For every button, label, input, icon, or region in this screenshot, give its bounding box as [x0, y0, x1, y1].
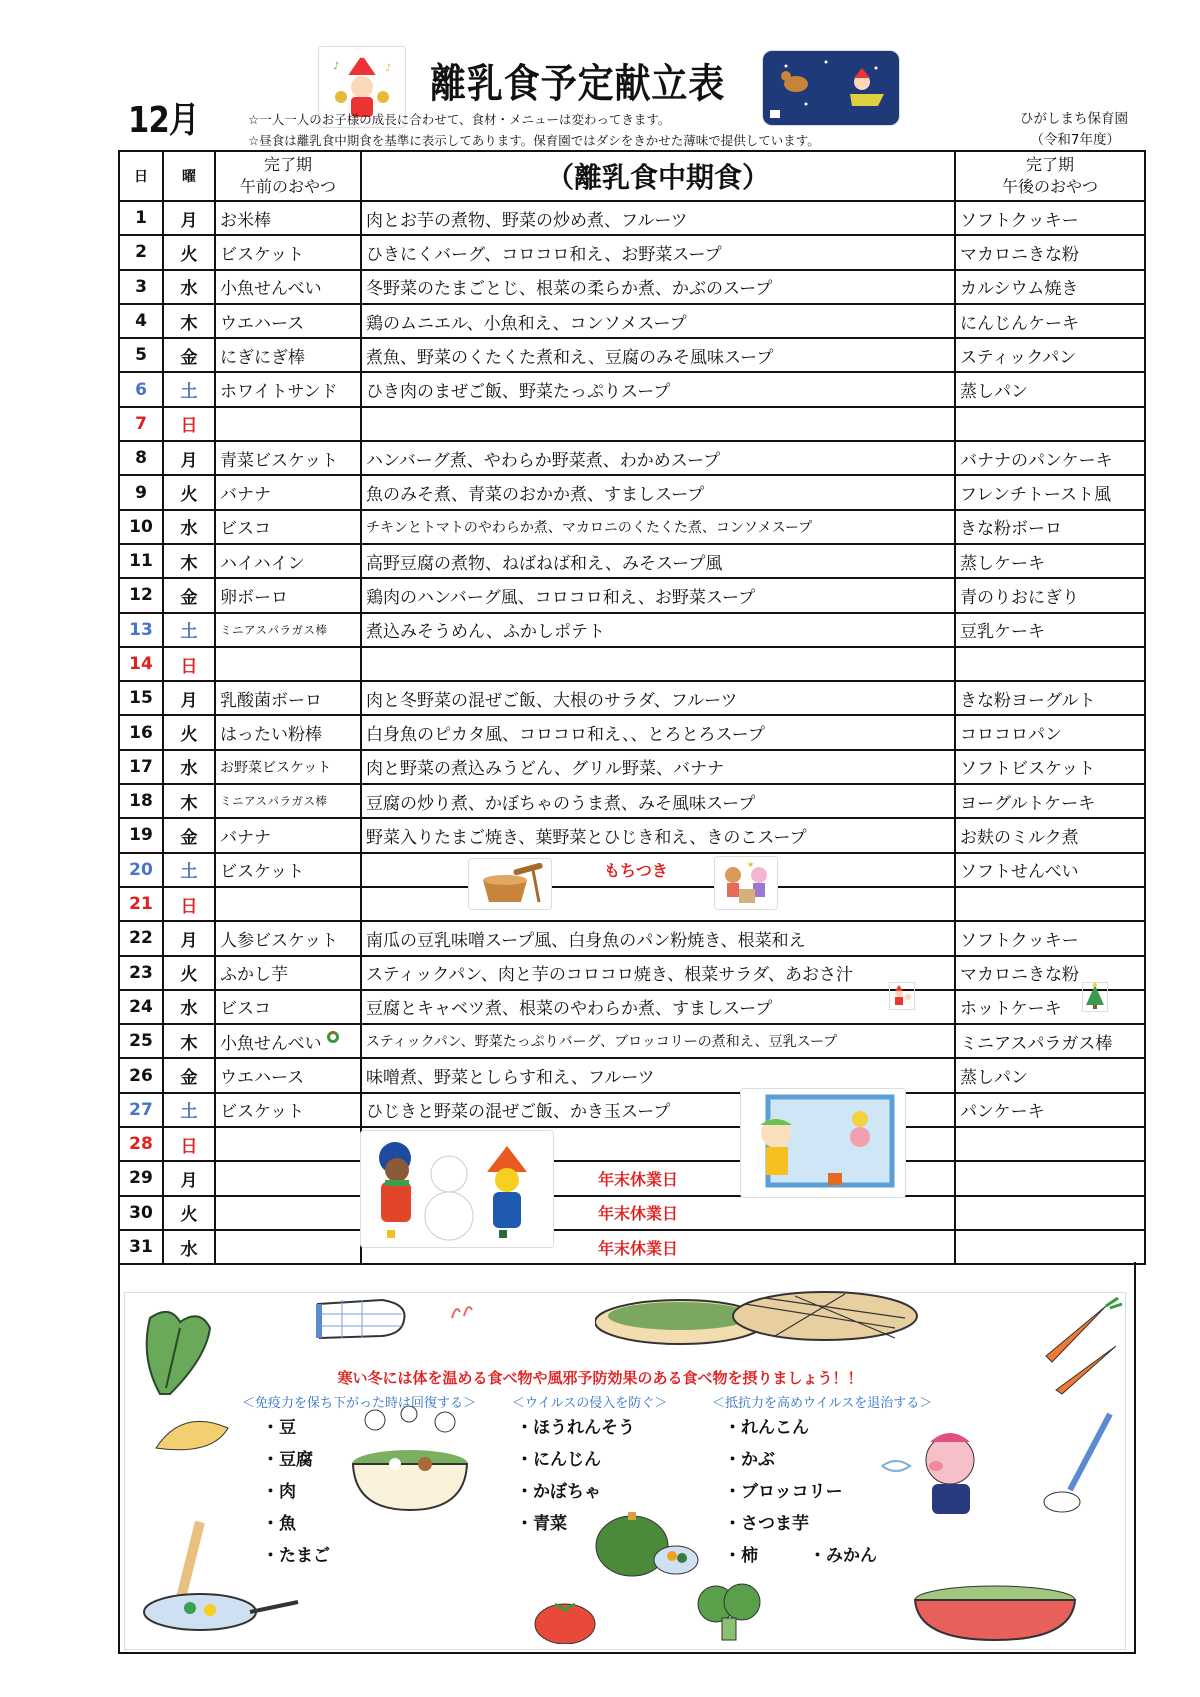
- lunch-cell: 冬野菜のたまごとじ、根菜の柔らか煮、かぶのスープ: [361, 270, 955, 304]
- weekday-cell: 火: [163, 956, 215, 990]
- ladle-icon: [1040, 1410, 1120, 1520]
- pm-snack-cell: [955, 1127, 1145, 1161]
- weekday-cell: 日: [163, 1127, 215, 1161]
- weekday-cell: 日: [163, 407, 215, 441]
- pm-snack-cell: [955, 1196, 1145, 1230]
- day-cell: 25: [119, 1024, 163, 1058]
- weekday-cell: 木: [163, 784, 215, 818]
- am-snack-cell: ビスケット: [215, 1093, 361, 1127]
- table-row: [119, 613, 1145, 647]
- day-cell: 19: [119, 818, 163, 852]
- col-header-weekday: 曜: [163, 151, 215, 201]
- col-header-am-line1: 完了期: [263, 155, 312, 174]
- am-snack-cell: お米棒: [215, 201, 361, 235]
- day-cell: 11: [119, 544, 163, 578]
- lunch-cell: [361, 853, 955, 887]
- pm-snack-cell: ソフトせんべい: [955, 853, 1145, 887]
- table-row: [119, 1127, 1145, 1161]
- weekday-cell: 水: [163, 510, 215, 544]
- lunch-cell: チキンとトマトのやわらか煮、マカロニのくたくた煮、コンソメスープ: [361, 510, 955, 544]
- food-item: ・青菜: [516, 1514, 567, 1534]
- weekday-cell: 火: [163, 715, 215, 749]
- table-row: [119, 853, 1145, 887]
- am-snack-cell: ウエハース: [215, 304, 361, 338]
- table-row: [119, 1196, 1145, 1230]
- day-cell: 2: [119, 235, 163, 269]
- pm-snack-cell: フレンチトースト風: [955, 475, 1145, 509]
- day-cell: 30: [119, 1196, 163, 1230]
- am-snack-cell: [215, 1127, 361, 1161]
- table-row: [119, 510, 1145, 544]
- am-snack-cell: ビスコ: [215, 510, 361, 544]
- day-cell: 10: [119, 510, 163, 544]
- am-snack-cell: 人参ビスケット: [215, 921, 361, 955]
- pm-snack-cell: ソフトクッキー: [955, 921, 1145, 955]
- broccoli-icon: [690, 1580, 770, 1642]
- day-cell: 21: [119, 887, 163, 921]
- table-row: [119, 407, 1145, 441]
- pm-snack-cell: きな粉ボーロ: [955, 510, 1145, 544]
- am-snack-cell: ホワイトサンド: [215, 372, 361, 406]
- pm-snack-cell: にんじんケーキ: [955, 304, 1145, 338]
- table-row: [119, 784, 1145, 818]
- am-snack-cell: ミニアスパラガス棒: [215, 784, 361, 818]
- table-row: [119, 1230, 1145, 1264]
- lunch-cell: 豆腐の炒り煮、かぼちゃのうま煮、みそ風味スープ: [361, 784, 955, 818]
- day-cell: 29: [119, 1161, 163, 1195]
- pm-snack-cell: [955, 647, 1145, 681]
- pm-snack-cell: 蒸しパン: [955, 1058, 1145, 1092]
- event-label: 年末休業日: [598, 1204, 679, 1224]
- day-cell: 14: [119, 647, 163, 681]
- table-row: [119, 956, 1145, 990]
- note-text: ☆昼食は離乳食中期食を基準に表示してあります。保育園ではダシをきかせた薄味で提供しています。: [248, 133, 820, 148]
- table-row: [119, 1093, 1145, 1127]
- weekday-cell: 金: [163, 578, 215, 612]
- lunch-cell: スティックパン、肉と芋のコロコロ焼き、根菜サラダ、あおさ汁: [361, 956, 955, 990]
- tip-category-virus-block: ＜ウイルスの侵入を防ぐ＞: [512, 1396, 668, 1411]
- day-cell: 12: [119, 578, 163, 612]
- event-label: 年末休業日: [598, 1238, 679, 1258]
- weekday-cell: 火: [163, 235, 215, 269]
- am-snack-cell: ミニアスパラガス棒: [215, 613, 361, 647]
- day-cell: 24: [119, 990, 163, 1024]
- pm-snack-cell: ホットケーキ: [955, 990, 1145, 1024]
- pm-snack-cell: 豆乳ケーキ: [955, 613, 1145, 647]
- am-snack-cell: [215, 1196, 361, 1230]
- pm-snack-cell: お麸のミルク煮: [955, 818, 1145, 852]
- table-row: [119, 338, 1145, 372]
- weekday-cell: 火: [163, 475, 215, 509]
- am-snack-cell: はったい粉棒: [215, 715, 361, 749]
- lunch-cell: 南瓜の豆乳味噌スープ風、白身魚のパン粉焼き、根菜和え: [361, 921, 955, 955]
- pm-snack-cell: スティックパン: [955, 338, 1145, 372]
- window-cleaning-icon: [740, 1088, 906, 1198]
- lunch-cell: 肉と冬野菜の混ぜご飯、大根のサラダ、フルーツ: [361, 681, 955, 715]
- lunch-cell: ひき肉のまぜご飯、野菜たっぷりスープ: [361, 372, 955, 406]
- weekday-cell: 水: [163, 750, 215, 784]
- food-item: ・ほうれんそう: [516, 1418, 635, 1438]
- tips-headline: 寒い冬には体を温める食べ物や風邪予防効果のある食べ物を摂りましょう！！: [337, 1369, 863, 1387]
- lunch-cell: ハンバーグ煮、やわらか野菜煮、わかめスープ: [361, 441, 955, 475]
- weekday-cell: 水: [163, 1230, 215, 1264]
- oven-mitt-icon: [312, 1294, 412, 1342]
- event-label: もちつき: [604, 861, 668, 881]
- weekday-cell: 月: [163, 1161, 215, 1195]
- pm-snack-cell: [955, 407, 1145, 441]
- am-snack-cell: にぎにぎ棒: [215, 338, 361, 372]
- am-snack-cell: ふかし芋: [215, 956, 361, 990]
- day-cell: 8: [119, 441, 163, 475]
- pm-snack-cell: [955, 1161, 1145, 1195]
- col-header-lunch: （離乳食中期食）: [361, 151, 955, 201]
- lunch-cell: 味噌煮、野菜としらす和え、フルーツ: [361, 1058, 955, 1092]
- pm-snack-cell: カルシウム焼き: [955, 270, 1145, 304]
- am-snack-cell: [215, 1161, 361, 1195]
- weekday-cell: 木: [163, 1024, 215, 1058]
- am-snack-cell: ビスケット: [215, 235, 361, 269]
- weekday-cell: 木: [163, 304, 215, 338]
- day-cell: 27: [119, 1093, 163, 1127]
- page-title: 離乳食予定献立表: [430, 61, 726, 107]
- lunch-cell: 肉とお芋の煮物、野菜の炒め煮、フルーツ: [361, 201, 955, 235]
- tip-category-resistance: ＜抵抗力を高めウイルスを退治する＞: [712, 1396, 933, 1411]
- snowman-bears-icon: [360, 1130, 554, 1248]
- weekday-cell: 月: [163, 441, 215, 475]
- col-header-am-snack: [215, 151, 361, 201]
- lunch-cell: 魚のみそ煮、青菜のおかか煮、すましスープ: [361, 475, 955, 509]
- weekday-cell: 土: [163, 372, 215, 406]
- day-cell: 23: [119, 956, 163, 990]
- lunch-cell: 野菜入りたまご焼き、葉野菜とひじき和え、きのこスープ: [361, 818, 955, 852]
- day-cell: 22: [119, 921, 163, 955]
- table-header-row: [119, 151, 1145, 201]
- am-snack-cell: [215, 647, 361, 681]
- table-row: [119, 372, 1145, 406]
- steamer-basket-icon: [595, 1290, 925, 1356]
- santa-sleigh-icon: [762, 50, 900, 126]
- food-item: ・たまご: [262, 1546, 330, 1566]
- pm-snack-cell: [955, 887, 1145, 921]
- weekday-cell: 土: [163, 1093, 215, 1127]
- col-header-day: 日: [119, 151, 163, 201]
- table-row: [119, 304, 1145, 338]
- weekday-cell: 火: [163, 1196, 215, 1230]
- col-header-pm-line1: 完了期: [1025, 155, 1074, 174]
- lunch-cell: スティックパン、野菜たっぷりバーグ、ブロッコリーの煮和え、豆乳スープ: [361, 1024, 955, 1058]
- day-cell: 26: [119, 1058, 163, 1092]
- christmas-tree-icon: [1082, 982, 1108, 1012]
- lunch-cell: 鶏肉のハンバーグ風、コロコロ和え、お野菜スープ: [361, 578, 955, 612]
- pm-snack-cell: ソフトビスケット: [955, 750, 1145, 784]
- am-snack-cell: ハイハイン: [215, 544, 361, 578]
- food-list-virus-block: [516, 1412, 635, 1540]
- day-cell: 4: [119, 304, 163, 338]
- day-cell: 16: [119, 715, 163, 749]
- pm-snack-cell: コロコロパン: [955, 715, 1145, 749]
- day-cell: 18: [119, 784, 163, 818]
- pm-snack-cell: ヨーグルトケーキ: [955, 784, 1145, 818]
- day-cell: 15: [119, 681, 163, 715]
- am-snack-cell: 乳酸菌ボーロ: [215, 681, 361, 715]
- menu-table: [118, 150, 1146, 1265]
- lunch-cell: [361, 887, 955, 921]
- food-item: ・柿 ・みかん: [724, 1546, 877, 1566]
- table-row: [119, 715, 1145, 749]
- hotpot-icon: [345, 1406, 475, 1516]
- col-header-pm-line2: 午後のおやつ: [1001, 177, 1098, 196]
- table-row: [119, 887, 1145, 921]
- weekday-cell: 金: [163, 1058, 215, 1092]
- santa-kids-icon: [889, 982, 915, 1010]
- pm-snack-cell: ソフトクッキー: [955, 201, 1145, 235]
- am-snack-cell: 卵ボーロ: [215, 578, 361, 612]
- lunch-cell: ひじきと野菜の混ぜご飯、かき玉スープ: [361, 1093, 955, 1127]
- weekday-cell: 水: [163, 270, 215, 304]
- weekday-cell: 水: [163, 990, 215, 1024]
- am-snack-cell: 小魚せんべい: [215, 1024, 361, 1058]
- table-row: [119, 750, 1145, 784]
- food-item: ・かぶ: [724, 1450, 775, 1470]
- food-list-immunity: [262, 1412, 330, 1572]
- table-row: [119, 270, 1145, 304]
- table-row: [119, 544, 1145, 578]
- food-item: ・にんじん: [516, 1450, 601, 1470]
- am-snack-cell: バナナ: [215, 475, 361, 509]
- wreath-icon: [327, 1028, 339, 1040]
- food-item: ・かぼちゃ: [516, 1482, 601, 1502]
- weekday-cell: 金: [163, 338, 215, 372]
- lunch-cell: [361, 407, 955, 441]
- am-snack-cell: お野菜ビスケット: [215, 750, 361, 784]
- weekday-cell: 日: [163, 647, 215, 681]
- pm-snack-cell: ミニアスパラガス棒: [955, 1024, 1145, 1058]
- weekday-cell: 月: [163, 201, 215, 235]
- food-item: ・肉: [262, 1482, 296, 1502]
- month-label: 12月: [128, 100, 199, 141]
- am-snack-cell: [215, 1230, 361, 1264]
- pig-cough-icon: [880, 1426, 990, 1526]
- table-row: [119, 818, 1145, 852]
- lunch-cell: [361, 647, 955, 681]
- table-row: [119, 990, 1145, 1024]
- lunch-cell: ひきにくバーグ、コロコロ和え、お野菜スープ: [361, 235, 955, 269]
- mochi-mortar-icon: [468, 858, 552, 910]
- table-row: [119, 201, 1145, 235]
- day-cell: 1: [119, 201, 163, 235]
- table-row: [119, 1161, 1145, 1195]
- day-cell: 31: [119, 1230, 163, 1264]
- nursery-name: ひがしまち保育園: [1020, 111, 1128, 127]
- food-item: ・さつま芋: [724, 1514, 809, 1534]
- table-row: [119, 1024, 1145, 1058]
- table-row: [119, 578, 1145, 612]
- food-item: ・豆: [262, 1418, 296, 1438]
- lunch-cell: 白身魚のピカタ風、コロコロ和え、、とろとろスープ: [361, 715, 955, 749]
- lunch-cell: 肉と野菜の煮込みうどん、グリル野菜、バナナ: [361, 750, 955, 784]
- weekday-cell: 金: [163, 818, 215, 852]
- food-item: ・ブロッコリー: [724, 1482, 843, 1502]
- pm-snack-cell: マカロニきな粉: [955, 956, 1145, 990]
- weekday-cell: 土: [163, 853, 215, 887]
- lunch-cell: 鶏のムニエル、小魚和え、コンソメスープ: [361, 304, 955, 338]
- svg-text:★: ★: [747, 860, 755, 869]
- pm-snack-cell: バナナのパンケーキ: [955, 441, 1145, 475]
- am-snack-cell: [215, 887, 361, 921]
- table-row: [119, 647, 1145, 681]
- svg-text:♪: ♪: [385, 63, 392, 74]
- table-row: [119, 441, 1145, 475]
- food-list-resistance: [724, 1412, 877, 1572]
- pm-snack-cell: 蒸しケーキ: [955, 544, 1145, 578]
- note-text: ☆一人一人のお子様の成長に合わせて、食材・メニューは変わってきます。: [248, 112, 671, 127]
- tomato-icon: [530, 1594, 600, 1644]
- table-row: [119, 681, 1145, 715]
- day-cell: 28: [119, 1127, 163, 1161]
- table-row: [119, 235, 1145, 269]
- am-snack-cell: ウエハース: [215, 1058, 361, 1092]
- pm-snack-cell: パンケーキ: [955, 1093, 1145, 1127]
- svg-text:♪: ♪: [333, 61, 340, 72]
- tip-category-immunity: ＜免疫力を保ち下がった時は回復する＞: [242, 1396, 477, 1411]
- table-row: [119, 1058, 1145, 1092]
- pm-snack-cell: マカロニきな粉: [955, 235, 1145, 269]
- col-header-am-line2: 午前のおやつ: [239, 177, 336, 196]
- day-cell: 13: [119, 613, 163, 647]
- day-cell: 17: [119, 750, 163, 784]
- food-item: ・魚: [262, 1514, 296, 1534]
- day-cell: 9: [119, 475, 163, 509]
- weekday-cell: 日: [163, 887, 215, 921]
- fiscal-year: （令和7年度）: [1030, 132, 1120, 148]
- day-cell: 5: [119, 338, 163, 372]
- onion-icon: [152, 1408, 232, 1458]
- am-snack-cell: [215, 407, 361, 441]
- food-item: ・豆腐: [262, 1450, 313, 1470]
- food-item: ・れんこん: [724, 1418, 809, 1438]
- am-snack-cell: バナナ: [215, 818, 361, 852]
- table-row: [119, 921, 1145, 955]
- weekday-cell: 月: [163, 921, 215, 955]
- lunch-cell: 豆腐とキャベツ煮、根菜のやわらか煮、すましスープ: [361, 990, 955, 1024]
- pm-snack-cell: 蒸しパン: [955, 372, 1145, 406]
- am-snack-cell: 小魚せんべい: [215, 270, 361, 304]
- weekday-cell: 木: [163, 544, 215, 578]
- lunch-cell: 煮込みそうめん、ふかしポテト: [361, 613, 955, 647]
- steam-icon: [456, 1296, 486, 1318]
- table-row: [119, 475, 1145, 509]
- day-cell: 6: [119, 372, 163, 406]
- pm-snack-cell: 青のりおにぎり: [955, 578, 1145, 612]
- pm-snack-cell: きな粉ヨーグルト: [955, 681, 1145, 715]
- weekday-cell: 土: [163, 613, 215, 647]
- pm-snack-cell: [955, 1230, 1145, 1264]
- mochitsuki-animals-icon: [714, 856, 778, 910]
- day-cell: 7: [119, 407, 163, 441]
- day-cell: 3: [119, 270, 163, 304]
- am-snack-cell: 青菜ビスケット: [215, 441, 361, 475]
- day-cell: 20: [119, 853, 163, 887]
- lunch-cell: 高野豆腐の煮物、ねばねば和え、みそスープ風: [361, 544, 955, 578]
- cooking-pot-icon: [900, 1580, 1090, 1644]
- am-snack-cell: ビスケット: [215, 853, 361, 887]
- col-header-pm-snack: [955, 151, 1145, 201]
- weekday-cell: 月: [163, 681, 215, 715]
- event-label: 年末休業日: [598, 1169, 679, 1189]
- am-snack-cell: ビスコ: [215, 990, 361, 1024]
- lunch-cell: 煮魚、野菜のくたくた煮和え、豆腐のみそ風味スープ: [361, 338, 955, 372]
